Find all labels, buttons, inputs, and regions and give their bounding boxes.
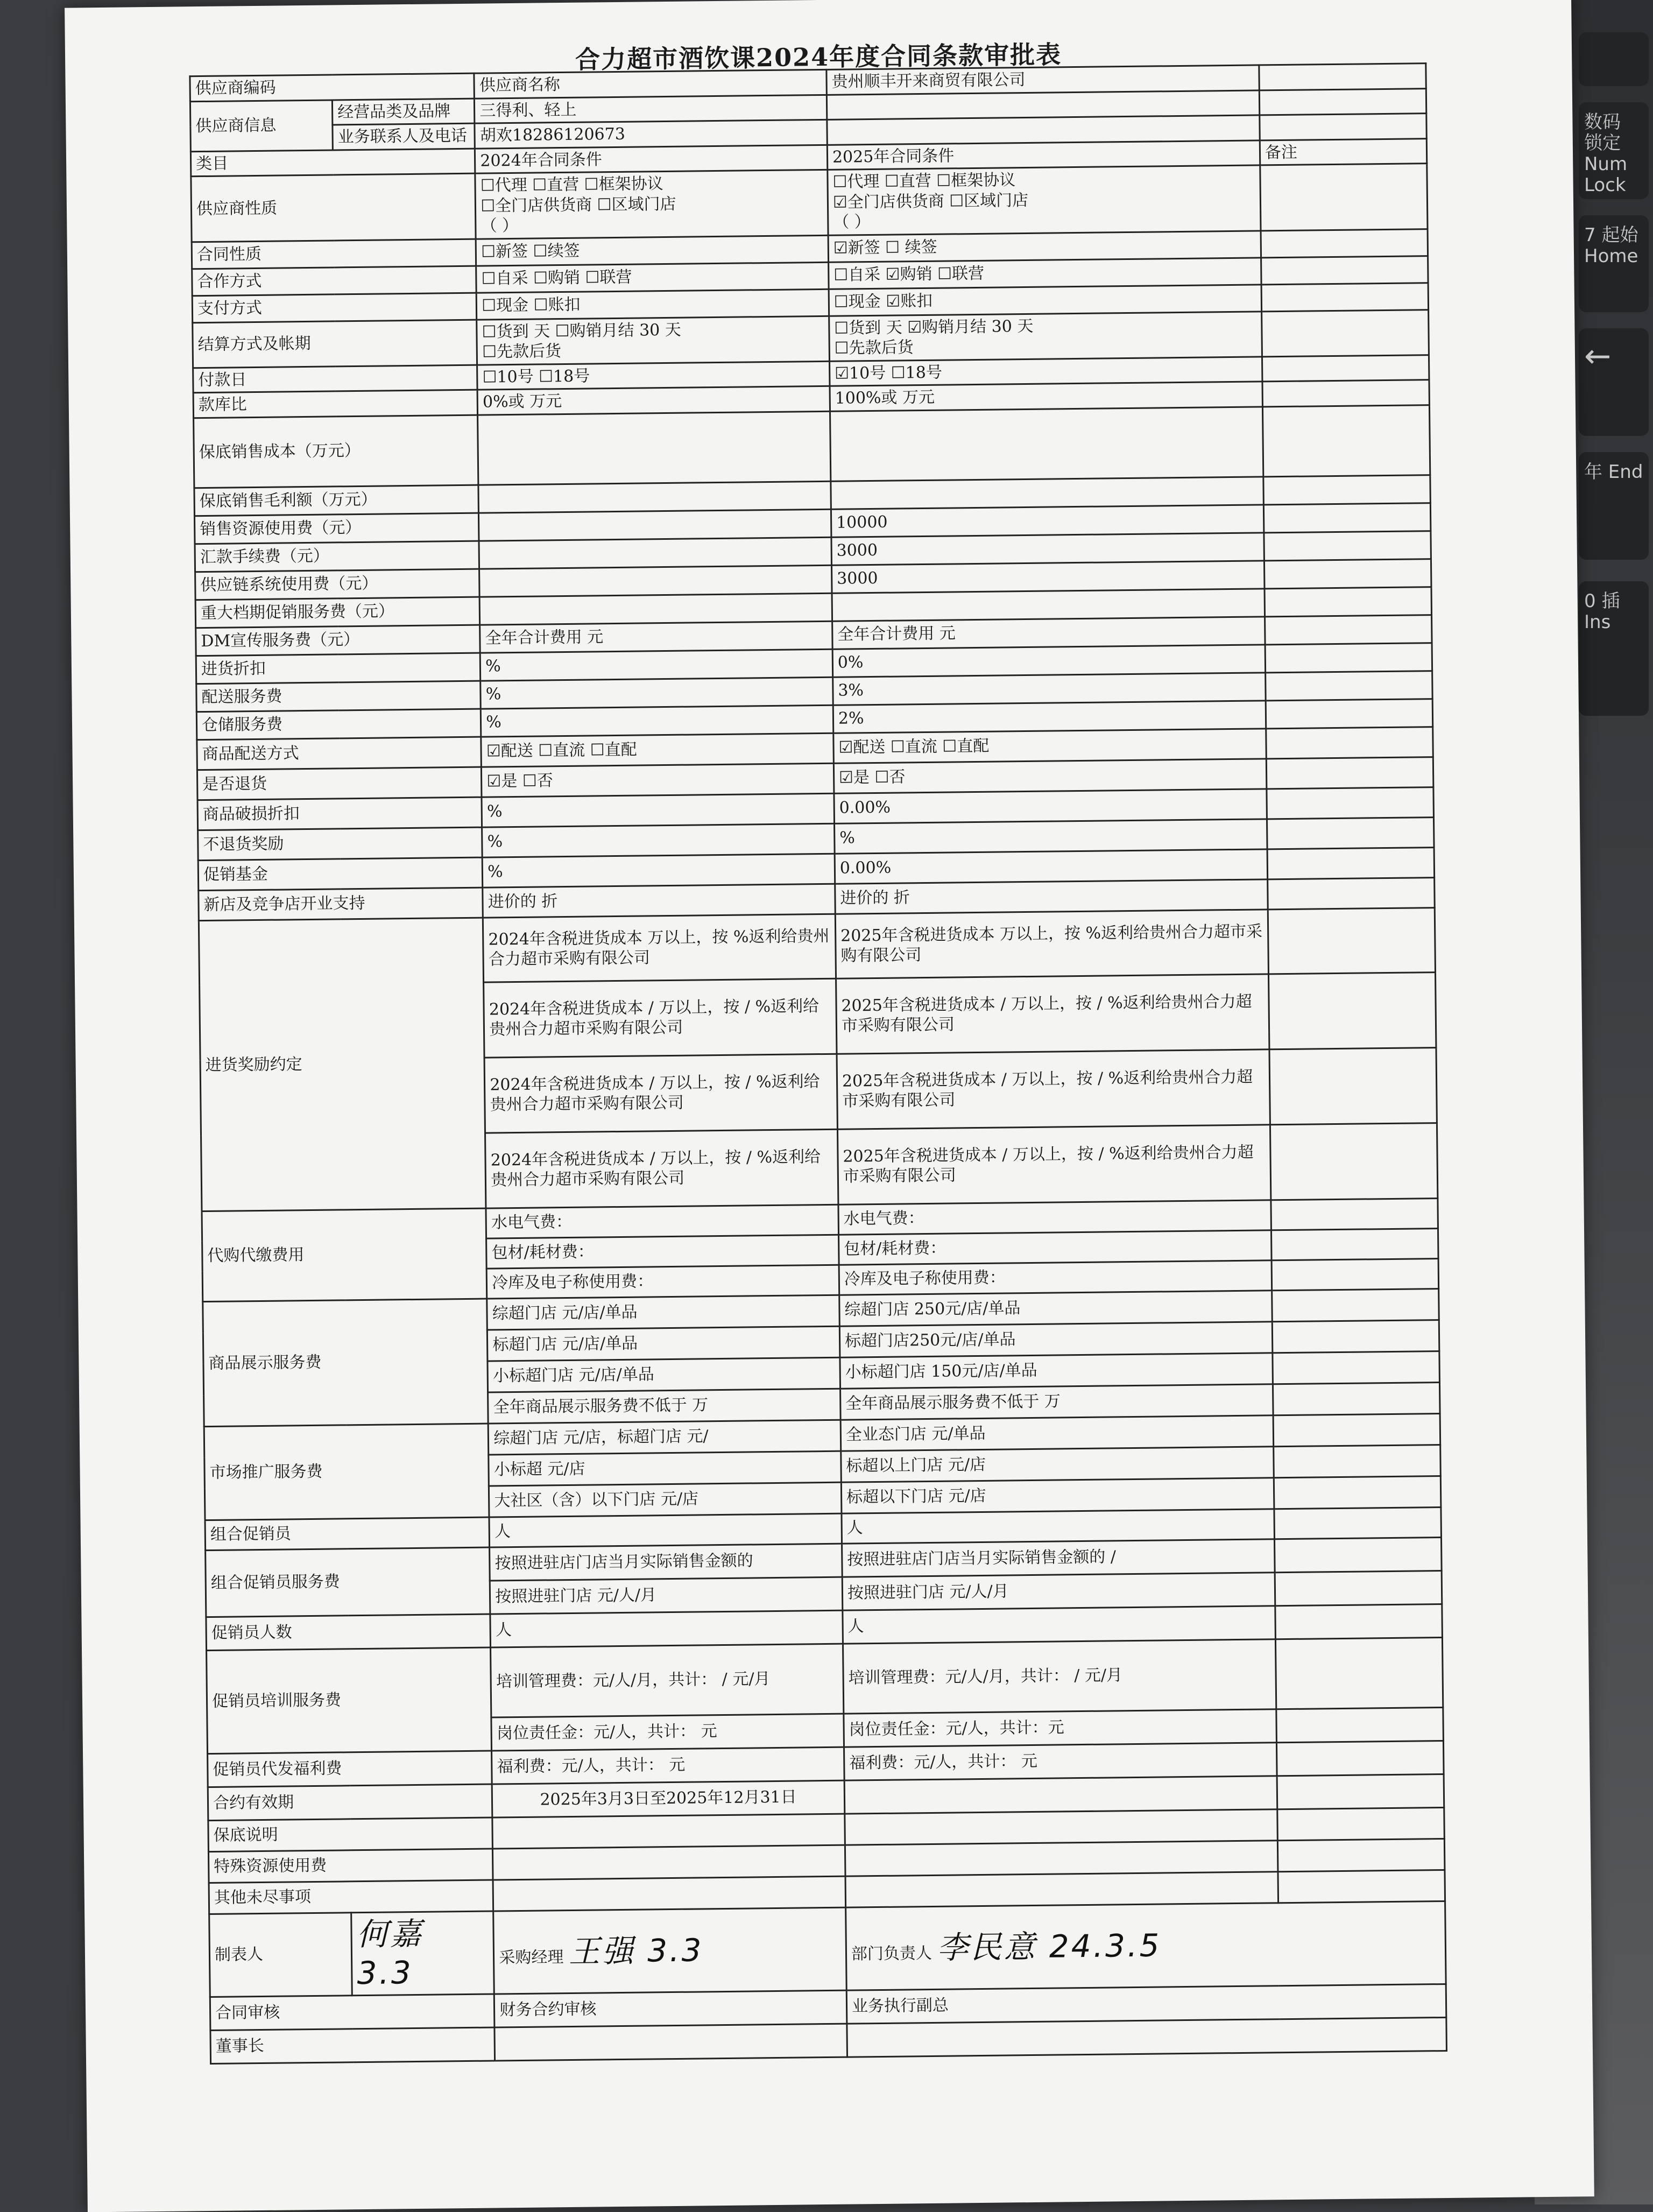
row-2024: % (481, 677, 833, 709)
row-label: 汇款手续费（元） (195, 541, 479, 572)
keyboard-key-end: 年 End (1579, 452, 1649, 560)
empty-cell (845, 1871, 1278, 1907)
promo-2024: 大社区（含）以下门店 元/店 (489, 1482, 842, 1517)
rebate-2025-tier2: 2025年含税进货成本 / 万以上，按 / %返利给贵州合力超市采购有限公司 (836, 974, 1269, 1053)
display-2025: 综超门店 250元/店/单品 (839, 1290, 1273, 1326)
row-2024 (478, 411, 831, 485)
empty-cell (1262, 355, 1429, 382)
row-2025 (830, 406, 1263, 481)
combo-fee-label: 组合促销员服务费 (206, 1547, 491, 1617)
row-label: 保底销售毛利额（万元） (194, 485, 479, 516)
empty-cell (845, 1840, 1278, 1876)
payment-method-2024: ☐现金 ☐账扣 (476, 289, 829, 320)
buyer-cell (493, 1907, 846, 1994)
row-label: 配送服务费 (196, 681, 481, 712)
line: ☐货到 天 ☑购销月结 30 天 (834, 316, 1034, 338)
welfare-label: 促销员代发福利费 (208, 1751, 492, 1787)
empty-cell (1268, 877, 1435, 909)
empty-cell (1271, 1228, 1438, 1260)
stock-ratio-2025: 100%或 万元 (830, 382, 1262, 411)
welfare-2024: 福利费：元/人，共计： 元 (492, 1747, 844, 1784)
column-2024-header: 2024年合同条件 (475, 145, 828, 173)
empty-cell (1273, 1382, 1440, 1415)
line: ☐代理 ☐直营 ☐框架协议 (832, 171, 1016, 192)
finance-label: 财务合约审核 (495, 1990, 847, 2027)
row-2025 (832, 588, 1265, 621)
guarantee-label: 保底说明 (208, 1817, 493, 1852)
supplier-nature-2025 (828, 165, 1261, 235)
empty-cell (1276, 1707, 1444, 1742)
row-2025: % (834, 819, 1267, 853)
row-2024: % (482, 854, 835, 887)
row-2024: % (482, 793, 834, 827)
empty-cell (844, 1776, 1277, 1813)
empty-cell (1275, 1637, 1443, 1709)
row-label: 不退货奖励 (198, 827, 483, 861)
empty-cell (1259, 88, 1426, 115)
combo-fee-2025: 按照进驻店门店当月实际销售金额的 / (842, 1539, 1275, 1576)
row-2024: 全年合计费用 元 (480, 621, 832, 653)
welfare-2025: 福利费：元/人，共计： 元 (844, 1742, 1277, 1780)
promo-2024: 综超门店 元/店，标超门店 元/ (488, 1420, 840, 1455)
keyboard-key-arrow: ← (1579, 328, 1649, 436)
empty-cell (1272, 1288, 1439, 1321)
row-2025: 10000 (831, 504, 1263, 537)
maker-label: 制表人 (209, 1912, 352, 1997)
display-2025: 全年商品展示服务费不低于 万 (840, 1384, 1273, 1419)
table-row (207, 1637, 1443, 1720)
row-2025: 3000 (831, 532, 1264, 565)
row-2024: % (480, 649, 832, 681)
dept-label: 部门负责人 (851, 1943, 933, 1964)
pay-day-2025: ☑10号 ☐18号 (829, 356, 1262, 386)
display-2024: 全年商品展示服务费不低于 万 (488, 1389, 840, 1424)
return-label: 是否退货 (197, 767, 482, 800)
agency-2024: 冷库及电子称使用费： (486, 1265, 839, 1299)
empty-cell (1264, 559, 1431, 588)
supplier-name-label: 供应商名称 (474, 69, 826, 98)
empty-cell (845, 1809, 1278, 1844)
training-2025: 岗位责任金：元/人，共计：元 (844, 1709, 1277, 1746)
vp-label: 业务执行副总 (846, 1984, 1446, 2024)
row-label: 进货折扣 (196, 653, 481, 684)
row-label: 保底销售成本（万元） (194, 415, 479, 488)
empty-cell (1275, 1604, 1443, 1639)
empty-cell (1265, 671, 1432, 700)
empty-cell (1277, 1838, 1445, 1871)
row-2024 (479, 509, 831, 541)
rebate-2024-tier4: 2024年含税进货成本 / 万以上，按 / %返利给贵州合力超市采购有限公司 (485, 1129, 838, 1208)
line: ☐先款后货 (482, 342, 562, 362)
keyboard-key-numlock: 数码 锁定 Num Lock (1579, 102, 1649, 199)
empty-cell (492, 1814, 845, 1849)
contact-value: 胡欢18286120673 (475, 119, 827, 148)
validity-label: 合约有效期 (208, 1784, 492, 1821)
row-2025: 2% (833, 700, 1266, 732)
chair-label: 董事长 (210, 2027, 495, 2063)
training-fee-label: 促销员培训服务费 (207, 1647, 492, 1754)
row-label: 供应链系统使用费（元） (195, 569, 480, 600)
empty-cell (1263, 475, 1431, 504)
training-2025: 培训管理费：元/人/月，共计： / 元/月 (843, 1639, 1276, 1713)
payment-method-label: 支付方式 (192, 293, 477, 323)
category-brand-value: 三得利、轻上 (475, 95, 827, 123)
row-2025: 3% (833, 672, 1266, 705)
empty-cell (1261, 309, 1429, 356)
promo-2025: 标超以下门店 元/店 (841, 1477, 1274, 1513)
column-2025-header: 2025年合同条件 (827, 140, 1260, 170)
training-2024: 培训管理费：元/人/月，共计： / 元/月 (491, 1644, 844, 1717)
line: ☐先款后货 (834, 338, 914, 358)
empty-cell (1268, 907, 1435, 974)
row-2025: 3000 (831, 560, 1264, 593)
remarks-header: 备注 (1260, 138, 1427, 165)
row-2025: 0.00% (835, 849, 1267, 883)
settlement-2025 (829, 311, 1262, 361)
row-label: 重大档期促销服务费（元） (195, 597, 480, 628)
table-row (191, 164, 1428, 242)
empty-cell (1275, 1570, 1442, 1605)
supplier-nature-label: 供应商性质 (191, 173, 476, 242)
row-2024 (478, 481, 831, 513)
line: ☐全门店供货商 ☐区域门店 (481, 194, 676, 216)
promoter-count-2024: 人 (490, 1610, 843, 1647)
agency-2025: 冷库及电子称使用费： (839, 1260, 1271, 1294)
keyboard-key-ins: 0 插 Ins (1579, 581, 1649, 716)
supplier-name-value: 贵州顺丰开来商贸有限公司 (826, 65, 1259, 95)
other-label: 其他未尽事项 (209, 1880, 493, 1914)
rebate-2024-tier2: 2024年含税进货成本 / 万以上，按 / %返利给贵州合力超市采购有限公司 (484, 978, 837, 1058)
delivery-label: 商品配送方式 (197, 737, 482, 770)
promo-2024: 小标超 元/店 (489, 1451, 841, 1486)
stock-ratio-2024: 0%或 万元 (477, 386, 830, 414)
settlement-label: 结算方式及帐期 (193, 320, 477, 368)
empty-cell (1261, 283, 1429, 311)
empty-cell (1262, 405, 1430, 476)
empty-cell (1274, 1537, 1442, 1572)
combo-promoter-label: 组合促销员 (205, 1517, 490, 1551)
combo-promoter-2025: 人 (842, 1509, 1274, 1543)
combo-fee-2024: 按照进驻店门店当月实际销售金额的 (490, 1544, 842, 1581)
display-2024: 小标超门店 元/店/单品 (488, 1357, 840, 1392)
rebate-2024-tier3: 2024年含税进货成本 / 万以上，按 / %返利给贵州合力超市采购有限公司 (484, 1054, 837, 1133)
return-2025: ☑是 ☐否 (833, 758, 1266, 793)
display-2025: 标超门店250元/店/单品 (839, 1321, 1273, 1357)
display-fee-label: 商品展示服务费 (203, 1299, 489, 1427)
empty-cell (827, 115, 1260, 145)
empty-cell (1265, 587, 1432, 616)
payment-method-2025: ☐现金 ☑账扣 (829, 284, 1261, 315)
empty-cell (847, 2017, 1447, 2057)
promoter-count-label: 促销员人数 (206, 1614, 491, 1651)
contract-nature-2025: ☑新签 ☐ 续签 (828, 230, 1261, 262)
dept-signature: 李民意 24.3.5 (937, 1927, 1162, 1966)
row-label: DM宣传服务费（元） (196, 625, 481, 656)
row-label: 销售资源使用费（元） (194, 513, 479, 544)
line: ☐货到 天 ☐购销月结 30 天 (482, 320, 681, 342)
empty-cell (1266, 757, 1433, 788)
empty-cell (1267, 787, 1434, 819)
empty-cell (1272, 1320, 1439, 1352)
cooperation-2025: ☐自采 ☑购销 ☐联营 (829, 257, 1261, 288)
empty-cell (1274, 1507, 1442, 1539)
row-2024 (479, 537, 831, 569)
empty-cell (1271, 1198, 1438, 1230)
empty-cell (493, 1845, 845, 1880)
combo-fee-2024: 按照进驻门店 元/人/月 (490, 1577, 842, 1614)
empty-cell (1260, 114, 1427, 140)
row-2024: % (481, 705, 833, 737)
row-2024: 进价的 折 (483, 884, 835, 918)
rebate-label: 进货奖励约定 (199, 918, 486, 1211)
empty-cell (1266, 699, 1433, 728)
pay-day-2024: ☐10号 ☐18号 (477, 361, 830, 390)
empty-cell (1273, 1351, 1440, 1384)
contact-label: 业务联系人及电话 (333, 123, 475, 150)
keyboard-key-home: 7 起始 Home (1579, 215, 1649, 312)
supplier-code-label: 供应商编码 (190, 73, 475, 101)
empty-cell (1277, 1774, 1444, 1809)
empty-cell (826, 90, 1259, 119)
empty-cell (1277, 1807, 1445, 1840)
row-2025: 0.00% (834, 788, 1267, 823)
empty-cell (1260, 164, 1428, 231)
rebate-2025-tier1: 2025年含税进货成本 万以上，按 %返利给贵州合力超市采购有限公司 (835, 909, 1268, 978)
promo-fee-label: 市场推广服务费 (204, 1424, 489, 1520)
rebate-2025-tier3: 2025年含税进货成本 / 万以上，按 / %返利给贵州合力超市采购有限公司 (837, 1049, 1270, 1129)
promoter-count-2025: 人 (843, 1605, 1276, 1643)
empty-cell (1267, 817, 1434, 849)
combo-fee-2025: 按照进驻门店 元/人/月 (842, 1572, 1275, 1610)
contract-nature-label: 合同性质 (192, 239, 476, 269)
supplier-info-label: 供应商信息 (190, 100, 333, 151)
category-brand-label: 经营品类及品牌 (333, 98, 475, 125)
return-2024: ☑是 ☐否 (482, 763, 834, 797)
maker-signature: 何嘉 3.3 (351, 1911, 495, 1996)
supplier-nature-2024 (475, 170, 828, 238)
empty-cell (1261, 256, 1428, 284)
empty-cell (1264, 531, 1431, 560)
contract-nature-2024: ☐新签 ☐续签 (476, 235, 828, 266)
agency-2025: 水电气费： (838, 1200, 1271, 1234)
display-2024: 综超门店 元/店/单品 (487, 1295, 839, 1330)
approval-form-table (189, 62, 1447, 2064)
empty-cell (1265, 615, 1432, 644)
empty-cell (1274, 1445, 1441, 1477)
table-row (194, 405, 1430, 488)
empty-cell (1269, 1047, 1437, 1124)
rebate-2025-tier4: 2025年含税进货成本 / 万以上，按 / %返利给贵州合力超市采购有限公司 (837, 1124, 1270, 1204)
line: （ ） (833, 212, 871, 232)
special-label: 特殊资源使用费 (208, 1849, 493, 1883)
cooperation-2024: ☐自采 ☐购销 ☐联营 (476, 262, 829, 293)
empty-cell (1273, 1413, 1440, 1446)
empty-cell (1263, 503, 1431, 532)
agency-fees-label: 代购代缴费用 (202, 1208, 487, 1302)
line: ☑全门店供货商 ☐区域门店 (832, 191, 1029, 212)
empty-cell (1265, 643, 1432, 672)
empty-cell (1267, 847, 1435, 879)
empty-cell (1261, 229, 1428, 257)
promo-2025: 全业态门店 元/单品 (840, 1415, 1274, 1450)
buyer-label: 采购经理 (499, 1947, 564, 1968)
validity-value: 2025年3月3日至2025年12月31日 (492, 1780, 844, 1817)
keyboard-key-top (1579, 32, 1649, 86)
row-2025: 0% (832, 644, 1265, 677)
empty-cell (1270, 1123, 1438, 1200)
empty-cell (1268, 972, 1436, 1049)
empty-cell (493, 1876, 845, 1911)
agency-2024: 包材/耗材费： (486, 1235, 839, 1269)
empty-cell (1271, 1258, 1439, 1290)
combo-promoter-2024: 人 (489, 1513, 842, 1547)
row-2024 (479, 565, 832, 597)
display-2024: 标超门店 元/店/单品 (488, 1326, 840, 1361)
row-2025: 全年合计费用 元 (832, 616, 1265, 649)
delivery-2025: ☑配送 ☐直流 ☐直配 (833, 728, 1266, 763)
row-label: 仓储服务费 (196, 709, 481, 740)
table-row (199, 907, 1435, 985)
rebate-2024-tier1: 2024年含税进货成本 万以上，按 %返利给贵州合力超市采购有限公司 (483, 914, 836, 982)
empty-cell (1266, 727, 1433, 758)
cooperation-label: 合作方式 (192, 266, 477, 296)
empty-cell (1262, 380, 1430, 407)
row-label: 促销基金 (198, 857, 483, 891)
delivery-2024: ☑配送 ☐直流 ☐直配 (481, 733, 833, 767)
line: ☐代理 ☐直营 ☐框架协议 (480, 174, 663, 195)
empty-cell (1276, 1741, 1444, 1776)
document-title: 合力超市酒饮课2024年度合同条款审批表 (575, 40, 1062, 74)
row-label: 商品破损折扣 (197, 797, 482, 830)
dept-cell (846, 1901, 1446, 1990)
review-label: 合同审核 (210, 1994, 495, 2031)
row-2024 (479, 593, 832, 625)
promo-2025: 标超以上门店 元/店 (841, 1446, 1274, 1482)
empty-cell (1274, 1476, 1441, 1509)
category-label: 类目 (190, 149, 475, 177)
agency-2025: 包材/耗材费： (838, 1230, 1271, 1264)
line: （ ） (481, 216, 519, 236)
row-2025: 进价的 折 (835, 879, 1268, 913)
empty-cell (1259, 64, 1426, 90)
table-row (209, 1901, 1446, 1997)
buyer-signature: 王强 3.3 (568, 1932, 704, 1970)
document-page (65, 0, 1594, 2212)
settlement-2024 (477, 316, 829, 365)
stock-ratio-label: 款库比 (193, 390, 478, 418)
row-label: 新店及竞争店开业支持 (199, 887, 483, 921)
row-2025 (831, 476, 1263, 509)
empty-cell (495, 2024, 847, 2061)
pay-day-label: 付款日 (193, 365, 478, 393)
agency-2024: 水电气费： (486, 1204, 838, 1238)
empty-cell (1278, 1870, 1445, 1903)
display-2025: 小标超门店 150元/店/单品 (840, 1352, 1273, 1388)
row-2024: % (482, 823, 835, 857)
training-2024: 岗位责任金：元/人，共计： 元 (491, 1714, 844, 1751)
